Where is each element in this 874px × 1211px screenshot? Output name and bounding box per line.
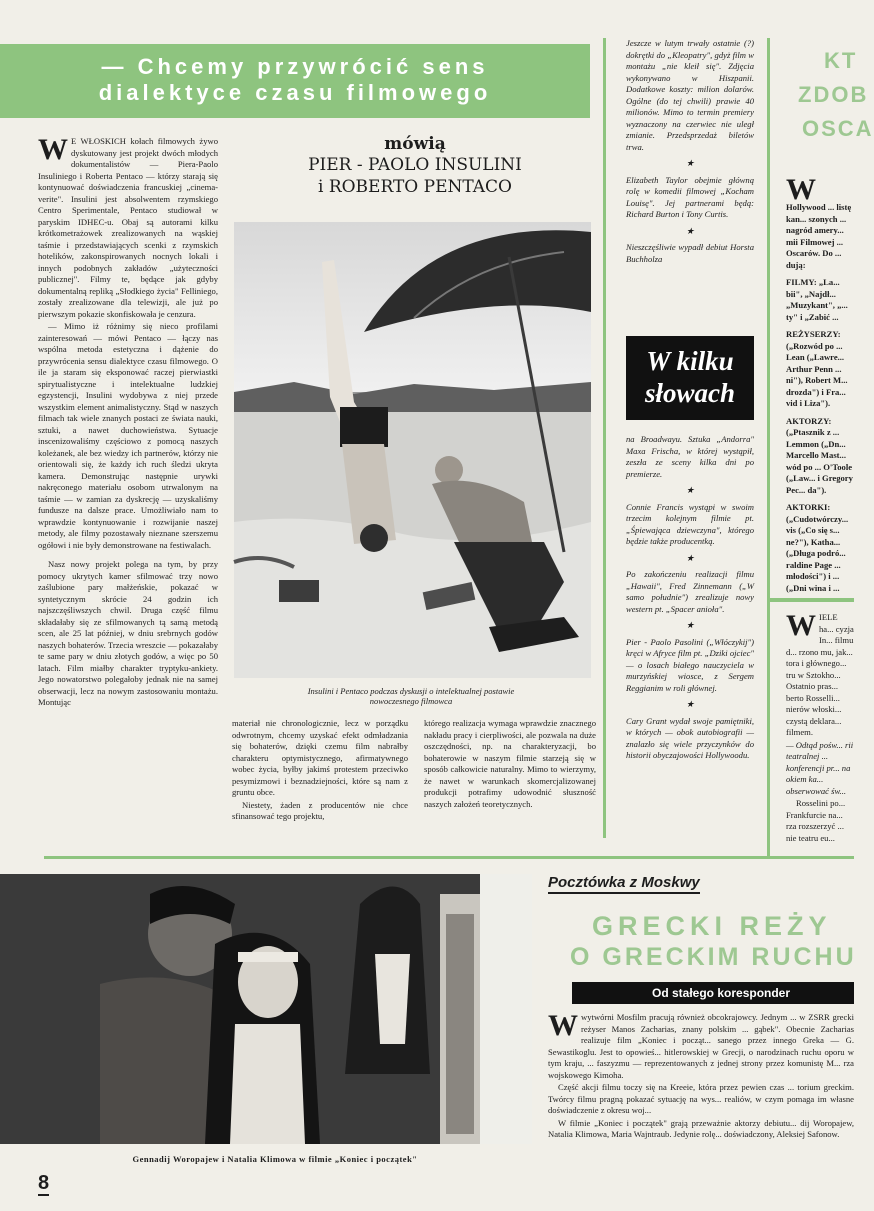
aktk-label: AKTORKI: [786, 502, 831, 512]
article-banner [0, 44, 590, 118]
correspondent-bar [572, 982, 854, 1004]
right-dropcap: W [786, 173, 816, 206]
right-second-article [786, 609, 854, 843]
news-item-5: Po zakończeniu realizacji filmu „Hawaii", Fred Zinnemann („W samo południe") zrealizuje nowy western pt. „Spacer anioła". [626, 569, 754, 614]
film-still-illustration [0, 874, 532, 1144]
news-top-text: Jeszcze w lutym trwały ostatnie (?) dokrętki do „Kleopatry", gdyż film w montażu „nie kleił się". Zdjęcia wykonywano w Hiszpanii. Dodatkowe koszty: milion dolarów. Ogólne (do tej chwili) prawie 40 milionów. Mimo to termin premiery wyznaczony na czerwiec nie uległ zmianie. Przedsprzedaż biletów trwa. [626, 38, 754, 152]
subhead-small: mówią [384, 134, 446, 154]
rez-label: REŻYSERZY: [786, 329, 841, 339]
bottom-paragraph-3: W filmie „Koniec i początek" grają przeważnie aktorzy debiutu... dij Woropajew, Natalia Klimowa, Maria Wajntraub. Jedynie rolę... doświadczony, Aleksiej Safonow. [548, 1117, 854, 1139]
film-still-caption: Gennadij Woropajew i Natalia Klimowa w filmie „Koniec i początek" [132, 1154, 418, 1164]
bottom-paragraph-1: wytwórni Mosfilm pracują również obcokrajowcy. Jednym ... w ZSRR grecki reżyser Manos Zacharias, znany polskim ... gąbek". Obecnie Zacharias realizuje film „Koniec i począt... sanego przez innego Greka — G. Sewastikoglu. Jest to opowieś... hitlerowskiej w Grecji, o narodzinach ruchu oporu w tym kraju, ... faszyzmu — reprezentowanych z jednej strony przez komunistę M... rza wojskowego Kimoha. [548, 1012, 854, 1080]
news-box [626, 336, 754, 420]
star-separator: ★ [685, 620, 695, 630]
news-column-bottom [626, 434, 754, 834]
star-separator: ★ [685, 552, 695, 563]
news-item-7: Cary Grant wydał swoje pamiętniki, w których — obok autobiografii — znalazło się wiele przyczynków do historii obyczajowości Hollywoodu. [626, 715, 754, 760]
akt-label: AKTORZY: [786, 415, 832, 426]
news-item-3-cont: na Broadwayu. Sztuka „Andorra" Maxa Frischa, w której wystąpił, zeszła ze sceny kilka dni po premierze. [626, 434, 754, 479]
banner-line-2: dialektyce czasu filmowego [98, 80, 492, 105]
right-article-title [790, 44, 874, 146]
star-separator: ★ [685, 158, 695, 168]
news-item-6: Pier - Paolo Pasolini („Włóczykij") kręci w Afryce film pt. „Dziki ojciec" — o losach białego nauczyciela w murzyńskiej wiosce, z Sergem Reggianim w roli głównej. [626, 636, 754, 693]
bottom-paragraph-2: Część akcji filmu toczy się na Kreeie, która przez pewien czas ... torium greckim. Twórcy filmu pragną pokazać sytuację na wys... realiów, w czym pomaga im własne doświadczenie z okresu woj... [548, 1082, 854, 1115]
right-title-1: KT [824, 48, 858, 73]
filmy-text: „La... bii", „Najdł... „Muzykant", „... ty" i „Zabić ... [786, 277, 848, 322]
news-item-4: Connie Francis wystąpi w swoim trzecim kolejnym filmie pt. „Śpiewająca dziewczyna", którego będzie także producentką. [626, 501, 754, 546]
col2-paragraph-2: Niestety, żaden z producentów nie chce sfinansować tego projektu, [232, 799, 408, 821]
dropcap: W [38, 133, 68, 166]
filmy-label: FILMY: [786, 277, 817, 287]
article-column-2 [232, 718, 408, 842]
article-column-1 [38, 133, 218, 836]
photo-caption: Insulini i Pentaco podczas dyskusji o intelektualnej postawie nowoczesnego filmowca [307, 686, 515, 706]
star-separator: ★ [685, 699, 695, 709]
right-quote: — Odtąd pośw... rii teatralnej ... konferencji pr... na okiem ka... obserwować św... [786, 739, 854, 796]
beach-photo-illustration [234, 222, 591, 678]
article-photo [234, 222, 591, 678]
col1-paragraph-1: E WŁOSKICH kołach filmowych żywo dyskutowany jest projekt dwóch młodych dokumentalistów — Piera-Paolo Insuliniego i Roberta Pentaco — którzy starają się kontynuować doświadczenia francuskiej „cinema-verite". Insulini jest absolwentem rzymskiego Centro Sperimentale, Pentaco studiował w paryskim IDHEC-u. Obaj są autorami kilku krótkometrażowek zrealizowanych na wąskiej taśmie i przedstawiających scenki z rzymskich hotelików, zakonspirowanych nocnych lokali i innych podobnych zakładów „użyteczności publicznej". Filmy te, będące jak gdyby dokumentalną repliką „Słodkiego życia" Felliniego, zostały zrealizowane dla telewizji, ale już po pierwszym pokazie skonfiskowała je cenzura. [38, 136, 218, 319]
news-column-top [626, 38, 754, 334]
right-box-frame [770, 598, 854, 602]
col1-paragraph-2: — Mimo iż różnimy się nieco profilami zainteresowań — mówi Pentaco — łączy nas wspólna metoda estetyczna i dążenie do przywrócenia sensu dialektyce czasu filmowego. O ile ja staram się eksponować raczej pierwiastki spirytualistyczne i intelektualne ludzkiej egzystencji, Insulini wydobywa z niej przede wszystkim element animalistyczny. Stąd w naszych filmach tak wiele znanych postaci ze świata nauki, sztuki, a nawet duchowieństwa. Sytuacje inscenizowaliśmy częściowo z pomocą naszych koleżanek, ale bez wiedzy ich partnerów, którzy nie orientowali się, że każdy ich ruch śledzi ukryta kamera. Demonstrując następnie urywki nakręconego materiału osobom utrwalonym na taśmie — w zamian za dyskrecję — uzyskaliśmy fundusze na dalsze prace. Umożliwiało nam to wprawdzie kontynuowanie i rozwijanie naszej metody, ale filmy pozostawały nieznane szerszemu ogółowi i nie były demonstrowane na festiwalach. [38, 321, 218, 550]
bottom-title-2: O GRECKIM RUCHU [570, 943, 857, 971]
banner-line-1: — Chcemy przywrócić sens [101, 54, 489, 79]
article-subhead [240, 134, 590, 198]
col2-paragraph-1: materiał nie chronologicznie, lecz w porządku odwrotnym, chcemy uzyskać efekt odmładzania się bohaterów, dzięki czemu film nabrałby charakteru optymistycznego, afirmatywnego wobec życia, byłby jakimś protestem przeciwko pesymizmowi i beznadziejności, które są nam z gruntu obce. [232, 718, 408, 797]
section-divider [44, 856, 854, 859]
news-item-2: Elizabeth Taylor obejmie główną rolę w komedii filmowej „Kocham Louisę". Jej partnerami będą: Richard Burton i Tony Curtis. [626, 174, 754, 219]
akt-text: („Ptasznik z ... Lemmon („Dn... Marcello Mast... wód po ... O'Toole („Law... i Gregory Pec... da"). [786, 427, 853, 495]
bottom-article-body [548, 1009, 854, 1160]
bottom-article-title [560, 910, 857, 972]
news-item-3: Nieszczęśliwie wypadł debiut Horsta Buchholza [626, 242, 754, 264]
right-second-text: IELE ha... cyzja In... filmu d... rzono mu, jak... tora i głównego... tru w Sztokho... Ostatnio pras... berto Rosselli... nierów włoski... czystą deklara... filmem. [786, 612, 854, 737]
page-number: 8 [38, 1172, 50, 1194]
col1-paragraph-3: Nasz nowy projekt polega na tym, by przy pomocy ukrytych kamer sfilmować trzy nowo zaślubione pary małżeńskie, pokazać w syntetycznym skrócie 24 godzin ich najszczęśliwszych chwil. Druga część filmu składałaby się ze sfilmowanych tą samą metodą scen, ale 25 lat później, w dniu srebrnych godów naszych bohaterów. Trzecia wreszcie — pokazałaby te same pary w dniu złotych godów, a więc po 50 latach. Film miałby charakter tryptyku-ankiety. Jego nowatorstwo polegałoby jednak nie na samej obserwacji, lecz na nowym zastosowaniu montażu. Montując [38, 559, 218, 707]
news-box-line-1: W kilku [646, 346, 734, 376]
article-column-3 [424, 718, 596, 842]
right-dropcap-2: W [786, 609, 816, 642]
subhead-name-2: i ROBERTO PENTACO [317, 177, 512, 197]
star-separator: ★ [685, 225, 695, 236]
right-article-body [786, 173, 854, 593]
correspondent-text: Od stałego koresponder [652, 986, 791, 1000]
rez-text: („Rozwód po ... Lean („Lawre... Arthur Penn ... ni"), Robert M... drozda") i Fra... vid i Liza"). [786, 340, 848, 408]
column-divider-right [767, 38, 770, 858]
news-box-line-2: słowach [644, 378, 736, 408]
column-divider [603, 38, 606, 838]
right-title-2: ZDOB [798, 82, 869, 107]
right-intro: Hollywood ... listę kan... szonych ... nagród amery... mii Filmowej ... Oscarów. Do ... dują: [786, 202, 852, 270]
subhead-name-1: PIER - PAOLO INSULINI [308, 155, 522, 175]
section-label-text: Pocztówka z Moskwy [548, 874, 700, 894]
film-still-photo [0, 874, 532, 1144]
col3-paragraph-1: którego realizacja wymaga wprawdzie znacznego nakładu pracy i cierpliwości, ale pozwala na duże oszczędności, np. na charakteryzacji, bo bohaterowie w naszym filmie starzeją się w sposób całkowicie naturalny. Mimo to wierzymy, że nawet w warunkach skomercjalizowanej produkcji potrafimy udowodnić słuszność naszych założeń teoretycznych. [424, 718, 596, 809]
bottom-dropcap: W [548, 1009, 578, 1042]
aktk-text: („Cudotwórczy... vis („Co się s... ne?"), Katha... („Długa podró... raldine Page ... młodości") i ... („Dni wina i ... [786, 513, 849, 593]
section-label [548, 872, 708, 891]
right-title-3: OSCA [802, 116, 874, 141]
right-end-text: Rosselini po... Frankfurcie na... rza rozszerzyć ... nie teatru eu... [786, 798, 846, 843]
star-separator: ★ [685, 485, 695, 495]
bottom-title-1: GRECKI REŻY [592, 911, 832, 941]
